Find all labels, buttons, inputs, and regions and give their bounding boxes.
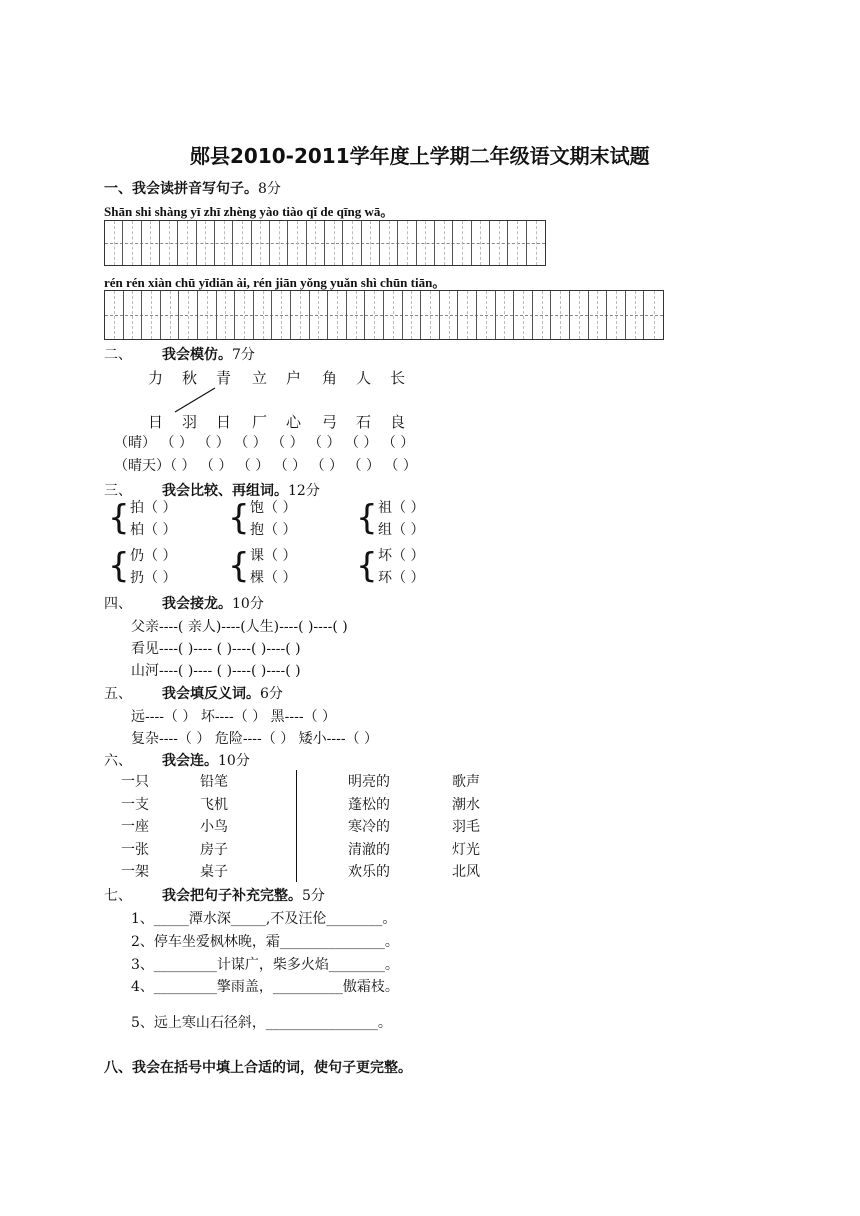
brace-icon: {	[108, 498, 130, 538]
grid-cell[interactable]	[310, 291, 329, 339]
section-6-heading	[104, 750, 250, 770]
brace-icon: {	[356, 546, 378, 586]
grid-cell[interactable]	[179, 291, 198, 339]
writing-grid-1[interactable]	[104, 220, 546, 266]
match-item[interactable]: 灯光	[452, 841, 480, 858]
compare-word: 仍（ ）	[130, 548, 177, 564]
grid-cell[interactable]	[198, 291, 217, 339]
compare-word: 棵（ ）	[250, 570, 297, 586]
section-7-score: 5分	[302, 888, 325, 904]
match-item[interactable]: 清澈的	[348, 841, 390, 858]
section-2-label: 我会模仿。	[162, 347, 232, 363]
section-1-score: 8分	[258, 181, 281, 197]
complete-line-3: 3、_________计谋广，柴多火焰________。	[131, 957, 399, 973]
section-7-label: 我会把句子补充完整。	[162, 888, 302, 904]
pinyin-line-2: rén rén xiàn chū yīdiān ài, rén jiān yǒng yuǎn shì chūn tiān。	[104, 275, 446, 290]
grid-cell[interactable]	[589, 291, 608, 339]
match-item[interactable]: 寒冷的	[348, 819, 390, 835]
grid-cell[interactable]	[421, 291, 440, 339]
grid-cell[interactable]	[215, 221, 233, 265]
antonym-line-1: 远----（ ） 坏----（ ） 黑----（ ）	[131, 709, 337, 725]
grid-cell[interactable]	[398, 221, 416, 265]
compare-word: 环（ ）	[378, 570, 425, 586]
pinyin-line-1: Shān shi shàng yī zhī zhèng yào tiào qǐ de qīng wā。	[104, 204, 394, 219]
grid-cell[interactable]	[328, 291, 347, 339]
match-item[interactable]: 羽毛	[452, 819, 480, 835]
compare-word: 课（ ）	[250, 548, 297, 564]
mimic-top-char: 立	[252, 369, 268, 387]
section-8-label: 八、我会在括号中填上合适的词，使句子更完整。	[104, 1060, 412, 1076]
grid-cell[interactable]	[105, 221, 123, 265]
mimic-top-char: 人	[356, 369, 372, 387]
match-item[interactable]: 房子	[200, 841, 228, 858]
compare-word: 坏（ ）	[378, 548, 425, 564]
mimic-bottom-char: 弓	[322, 413, 338, 431]
grid-cell[interactable]	[607, 291, 626, 339]
mimic-bottom-char: 日	[216, 413, 232, 431]
match-item[interactable]: 桌子	[200, 864, 228, 880]
mimic-row-1: （晴） （ ） （ ） （ ） （ ） （ ） （ ） （ ）	[114, 435, 415, 451]
grid-cell[interactable]	[472, 221, 490, 265]
grid-cell[interactable]	[272, 291, 291, 339]
section-2-score: 7分	[232, 347, 255, 363]
section-5-label: 我会填反义词。	[162, 686, 260, 702]
mimic-top-char: 秋	[182, 369, 198, 387]
grid-cell[interactable]	[347, 291, 366, 339]
chain-line-3: 山河----( )---- ( )----( )----( )	[131, 663, 301, 679]
grid-cell[interactable]	[325, 221, 343, 265]
section-5-heading	[104, 683, 283, 703]
compare-word: 祖（ ）	[378, 500, 425, 516]
compare-word: 柏（ ）	[130, 522, 177, 538]
section-6-num: 六、	[104, 753, 132, 769]
mimic-bottom-char: 日	[148, 413, 164, 431]
section-3-num: 三、	[104, 483, 132, 499]
mimic-top-char: 青	[216, 369, 232, 387]
chain-line-2: 看见----( )---- ( )----( )----( )	[131, 641, 301, 657]
section-3-label: 我会比较、再组词。	[162, 483, 288, 499]
grid-cell[interactable]	[161, 291, 180, 339]
grid-cell[interactable]	[453, 221, 471, 265]
compare-word: 饱（ ）	[250, 500, 297, 516]
section-5-num: 五、	[104, 686, 132, 702]
match-item[interactable]: 小鸟	[200, 819, 228, 835]
grid-cell[interactable]	[291, 291, 310, 339]
grid-cell[interactable]	[343, 221, 361, 265]
brace-icon: {	[356, 498, 378, 538]
grid-cell[interactable]	[160, 221, 178, 265]
match-item[interactable]: 明亮的	[348, 774, 390, 790]
grid-cell[interactable]	[123, 221, 141, 265]
grid-cell[interactable]	[178, 221, 196, 265]
mimic-bottom-char: 羽	[182, 413, 198, 431]
section-1-label: 一、我会读拼音写句子。	[104, 181, 258, 197]
section-7-heading	[104, 885, 325, 905]
compare-word: 组（ ）	[378, 522, 425, 538]
match-item[interactable]: 一支	[121, 796, 149, 813]
grid-cell[interactable]	[124, 291, 143, 339]
grid-cell[interactable]	[270, 221, 288, 265]
complete-line-4: 4、_________擎雨盖，__________傲霜枝。	[131, 979, 399, 995]
brace-icon: {	[108, 546, 130, 586]
mimic-top-char: 力	[148, 369, 164, 387]
grid-cell[interactable]	[570, 291, 589, 339]
mimic-bottom-char: 石	[356, 413, 372, 431]
grid-cell[interactable]	[435, 221, 453, 265]
match-item[interactable]: 一张	[121, 841, 149, 858]
complete-line-2: 2、停车坐爱枫林晚，霜_______________。	[131, 934, 399, 950]
section-4-score: 10分	[232, 596, 264, 612]
section-6-label: 我会连。	[162, 753, 218, 769]
grid-cell[interactable]	[477, 291, 496, 339]
grid-cell[interactable]	[644, 291, 663, 339]
grid-cell[interactable]	[365, 291, 384, 339]
section-6-score: 10分	[218, 753, 250, 769]
mimic-top-char: 长	[390, 369, 406, 387]
section-1-heading	[104, 178, 281, 198]
grid-cell[interactable]	[533, 291, 552, 339]
grid-cell[interactable]	[496, 291, 515, 339]
match-item[interactable]: 铅笔	[200, 774, 228, 790]
section-4-heading	[104, 593, 264, 613]
match-item[interactable]: 一只	[121, 774, 149, 790]
grid-cell[interactable]	[235, 291, 254, 339]
complete-line-1: 1、_____潭水深_____,不及汪伦________。	[131, 911, 397, 927]
section-8-heading	[104, 1057, 412, 1077]
grid-cell[interactable]	[307, 221, 325, 265]
match-item[interactable]: 欢乐的	[348, 864, 390, 880]
brace-icon: {	[228, 498, 250, 538]
grid-cell[interactable]	[217, 291, 236, 339]
grid-cell[interactable]	[142, 291, 161, 339]
grid-cell[interactable]	[527, 221, 545, 265]
grid-cell[interactable]	[384, 291, 403, 339]
mimic-bottom-char: 良	[390, 413, 406, 431]
section-3-score: 12分	[288, 483, 320, 499]
match-item[interactable]: 潮水	[452, 796, 480, 813]
writing-grid-2[interactable]	[104, 290, 664, 340]
chain-line-1: 父亲----( 亲人)----(人生)----( )----( )	[131, 619, 348, 635]
section-4-num: 四、	[104, 596, 132, 612]
grid-cell[interactable]	[508, 221, 526, 265]
antonym-line-2: 复杂----（ ） 危险----（ ） 矮小----（ ）	[131, 731, 379, 747]
mimic-top-char: 角	[322, 369, 338, 387]
mimic-bottom-char: 厂	[252, 413, 268, 431]
match-item[interactable]: 飞机	[200, 796, 228, 813]
compare-word: 抱（ ）	[250, 522, 297, 538]
compare-word: 扔（ ）	[130, 570, 177, 586]
example-connect-line	[170, 386, 220, 414]
grid-cell[interactable]	[197, 221, 215, 265]
grid-cell[interactable]	[403, 291, 422, 339]
grid-cell[interactable]	[458, 291, 477, 339]
grid-cell[interactable]	[417, 221, 435, 265]
grid-cell[interactable]	[142, 221, 160, 265]
grid-cell[interactable]	[233, 221, 251, 265]
section-2-heading	[104, 344, 255, 364]
grid-cell[interactable]	[551, 291, 570, 339]
brace-icon: {	[228, 546, 250, 586]
grid-cell[interactable]	[105, 291, 124, 339]
grid-cell[interactable]	[380, 221, 398, 265]
match-item[interactable]: 北风	[452, 864, 480, 880]
match-item[interactable]: 歌声	[452, 774, 480, 790]
match-item[interactable]: 一架	[121, 864, 149, 880]
matching-divider	[296, 770, 297, 882]
mimic-row-2: （晴天）（ ） （ ） （ ） （ ） （ ） （ ） （ ）	[114, 458, 417, 474]
section-7-num: 七、	[104, 888, 132, 904]
grid-cell[interactable]	[252, 221, 270, 265]
match-item[interactable]: 蓬松的	[348, 796, 390, 813]
section-2-num: 二、	[104, 347, 132, 363]
grid-cell[interactable]	[288, 221, 306, 265]
grid-cell[interactable]	[254, 291, 273, 339]
section-5-score: 6分	[260, 686, 283, 702]
page-title: 郧县2010-2011学年度上学期二年级语文期末试题	[190, 144, 650, 168]
grid-cell[interactable]	[626, 291, 645, 339]
mimic-top-char: 户	[286, 369, 302, 387]
grid-cell[interactable]	[490, 221, 508, 265]
compare-word: 拍（ ）	[130, 500, 177, 516]
complete-line-5: 5、远上寒山石径斜，________________。	[131, 1015, 392, 1031]
mimic-bottom-char: 心	[286, 413, 302, 431]
grid-cell[interactable]	[514, 291, 533, 339]
grid-cell[interactable]	[440, 291, 459, 339]
grid-cell[interactable]	[362, 221, 380, 265]
section-4-label: 我会接龙。	[162, 596, 232, 612]
match-item[interactable]: 一座	[121, 819, 149, 835]
